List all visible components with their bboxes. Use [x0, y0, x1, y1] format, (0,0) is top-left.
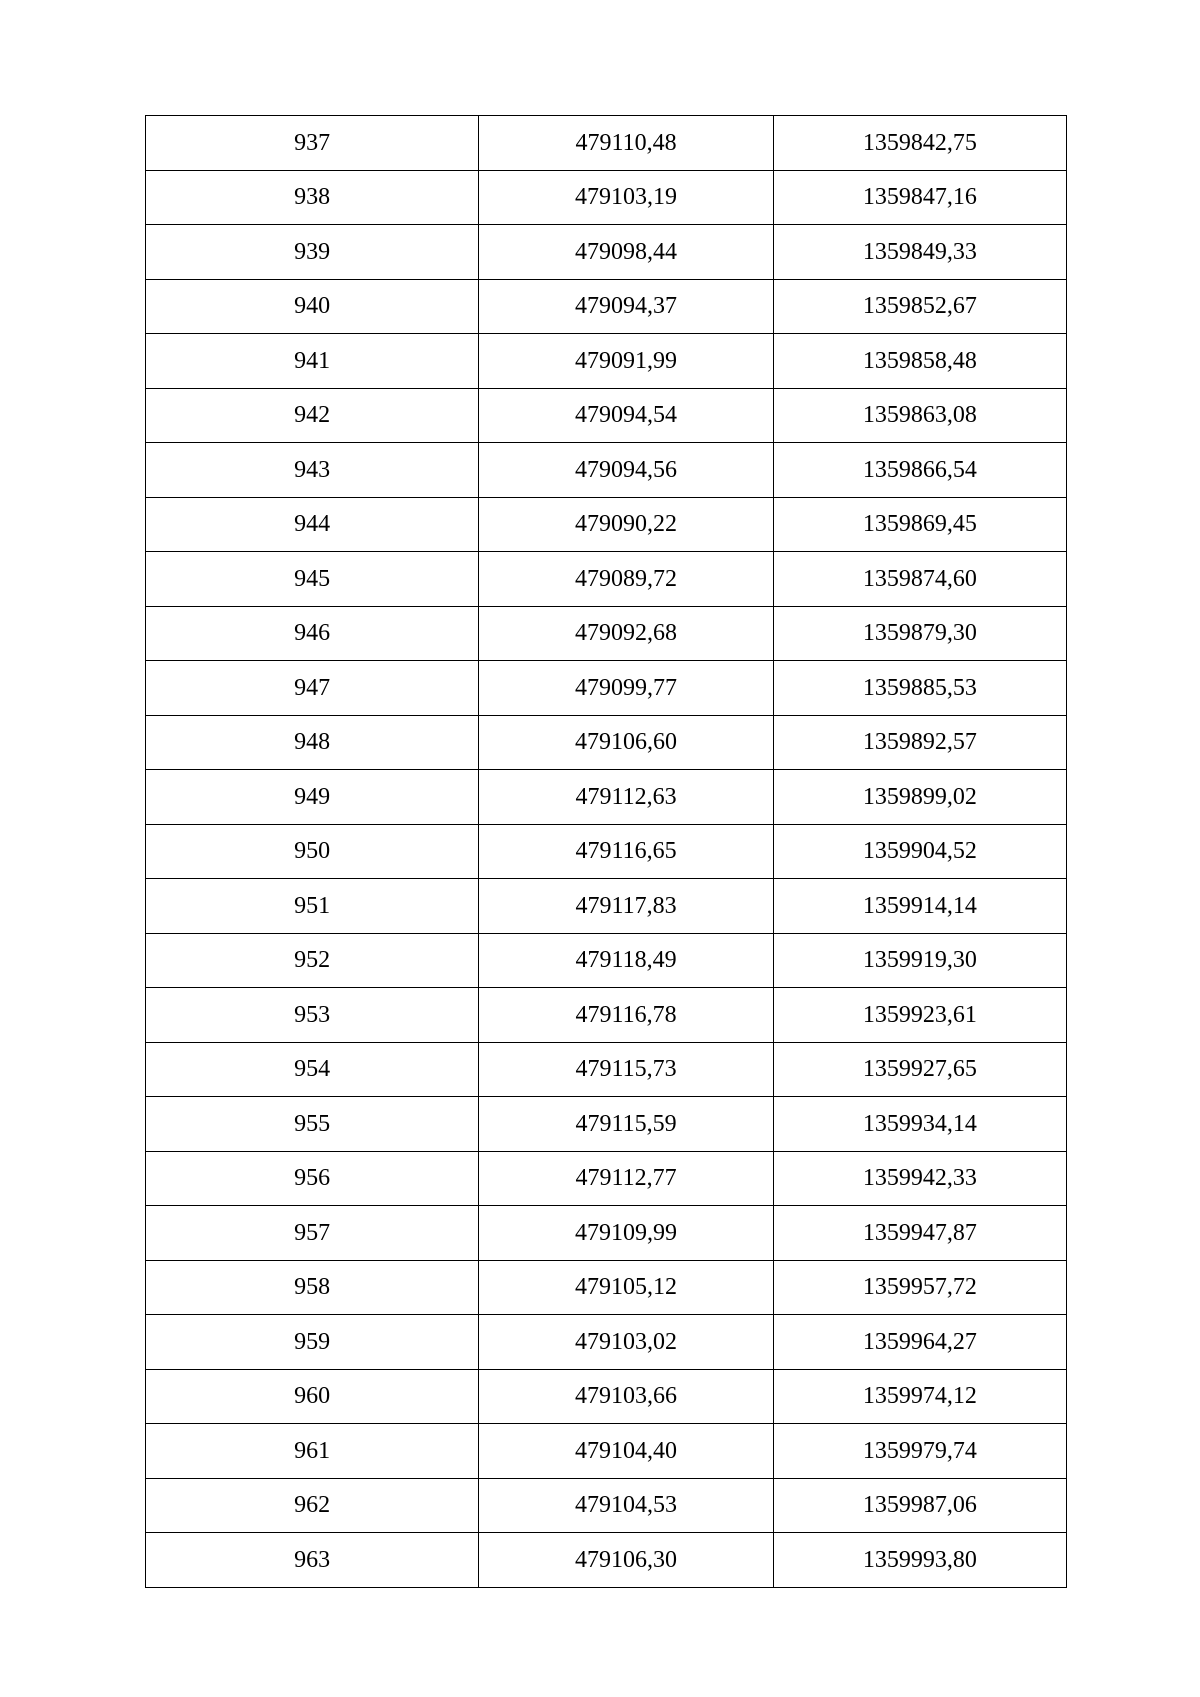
y-coordinate-cell: 1359892,57 — [773, 715, 1066, 770]
x-coordinate-cell: 479094,56 — [479, 443, 773, 498]
point-number-cell: 955 — [146, 1097, 479, 1152]
table-row — [146, 1042, 1067, 1097]
y-coordinate-cell: 1359927,65 — [773, 1042, 1066, 1097]
point-number-cell: 963 — [146, 1533, 479, 1588]
x-coordinate-cell: 479090,22 — [479, 497, 773, 552]
y-coordinate-cell: 1359914,14 — [773, 879, 1066, 934]
x-coordinate-cell: 479092,68 — [479, 606, 773, 661]
table-row — [146, 879, 1067, 934]
y-coordinate-cell: 1359863,08 — [773, 388, 1066, 443]
y-coordinate-cell: 1359957,72 — [773, 1260, 1066, 1315]
point-number-cell: 958 — [146, 1260, 479, 1315]
point-number-cell: 951 — [146, 879, 479, 934]
y-coordinate-cell: 1359904,52 — [773, 824, 1066, 879]
x-coordinate-cell: 479104,40 — [479, 1424, 773, 1479]
y-coordinate-cell: 1359885,53 — [773, 661, 1066, 716]
table-row — [146, 661, 1067, 716]
y-coordinate-cell: 1359899,02 — [773, 770, 1066, 825]
table-row — [146, 388, 1067, 443]
point-number-cell: 944 — [146, 497, 479, 552]
x-coordinate-cell: 479089,72 — [479, 552, 773, 607]
point-number-cell: 952 — [146, 933, 479, 988]
x-coordinate-cell: 479115,59 — [479, 1097, 773, 1152]
y-coordinate-cell: 1359974,12 — [773, 1369, 1066, 1424]
point-number-cell: 941 — [146, 334, 479, 389]
y-coordinate-cell: 1359993,80 — [773, 1533, 1066, 1588]
point-number-cell: 948 — [146, 715, 479, 770]
table-row — [146, 1097, 1067, 1152]
y-coordinate-cell: 1359852,67 — [773, 279, 1066, 334]
x-coordinate-cell: 479103,02 — [479, 1315, 773, 1370]
point-number-cell: 960 — [146, 1369, 479, 1424]
table-row — [146, 1478, 1067, 1533]
y-coordinate-cell: 1359869,45 — [773, 497, 1066, 552]
table-row — [146, 988, 1067, 1043]
point-number-cell: 953 — [146, 988, 479, 1043]
point-number-cell: 938 — [146, 170, 479, 225]
point-number-cell: 950 — [146, 824, 479, 879]
point-number-cell: 962 — [146, 1478, 479, 1533]
table-row — [146, 279, 1067, 334]
table-row — [146, 770, 1067, 825]
x-coordinate-cell: 479091,99 — [479, 334, 773, 389]
coordinates-table — [145, 115, 1067, 1588]
x-coordinate-cell: 479098,44 — [479, 225, 773, 280]
table-row — [146, 443, 1067, 498]
x-coordinate-cell: 479110,48 — [479, 116, 773, 171]
y-coordinate-cell: 1359934,14 — [773, 1097, 1066, 1152]
y-coordinate-cell: 1359879,30 — [773, 606, 1066, 661]
table-row — [146, 1369, 1067, 1424]
point-number-cell: 945 — [146, 552, 479, 607]
y-coordinate-cell: 1359923,61 — [773, 988, 1066, 1043]
table-row — [146, 606, 1067, 661]
x-coordinate-cell: 479112,63 — [479, 770, 773, 825]
x-coordinate-cell: 479099,77 — [479, 661, 773, 716]
x-coordinate-cell: 479116,65 — [479, 824, 773, 879]
x-coordinate-cell: 479103,66 — [479, 1369, 773, 1424]
x-coordinate-cell: 479094,54 — [479, 388, 773, 443]
x-coordinate-cell: 479105,12 — [479, 1260, 773, 1315]
x-coordinate-cell: 479106,30 — [479, 1533, 773, 1588]
y-coordinate-cell: 1359942,33 — [773, 1151, 1066, 1206]
table-row — [146, 1206, 1067, 1261]
point-number-cell: 954 — [146, 1042, 479, 1097]
table-row — [146, 1315, 1067, 1370]
y-coordinate-cell: 1359947,87 — [773, 1206, 1066, 1261]
x-coordinate-cell: 479104,53 — [479, 1478, 773, 1533]
table-row — [146, 1260, 1067, 1315]
x-coordinate-cell: 479118,49 — [479, 933, 773, 988]
point-number-cell: 957 — [146, 1206, 479, 1261]
y-coordinate-cell: 1359979,74 — [773, 1424, 1066, 1479]
y-coordinate-cell: 1359858,48 — [773, 334, 1066, 389]
table-row — [146, 824, 1067, 879]
point-number-cell: 940 — [146, 279, 479, 334]
point-number-cell: 939 — [146, 225, 479, 280]
table-row — [146, 116, 1067, 171]
table-row — [146, 334, 1067, 389]
y-coordinate-cell: 1359987,06 — [773, 1478, 1066, 1533]
table-row — [146, 497, 1067, 552]
table-row — [146, 1424, 1067, 1479]
x-coordinate-cell: 479106,60 — [479, 715, 773, 770]
table-row — [146, 170, 1067, 225]
table-row — [146, 715, 1067, 770]
table-row — [146, 225, 1067, 280]
y-coordinate-cell: 1359874,60 — [773, 552, 1066, 607]
x-coordinate-cell: 479115,73 — [479, 1042, 773, 1097]
y-coordinate-cell: 1359847,16 — [773, 170, 1066, 225]
point-number-cell: 946 — [146, 606, 479, 661]
x-coordinate-cell: 479103,19 — [479, 170, 773, 225]
coordinates-table-body — [146, 116, 1067, 1588]
x-coordinate-cell: 479116,78 — [479, 988, 773, 1043]
point-number-cell: 947 — [146, 661, 479, 716]
x-coordinate-cell: 479112,77 — [479, 1151, 773, 1206]
y-coordinate-cell: 1359849,33 — [773, 225, 1066, 280]
x-coordinate-cell: 479094,37 — [479, 279, 773, 334]
table-row — [146, 933, 1067, 988]
point-number-cell: 937 — [146, 116, 479, 171]
table-row — [146, 552, 1067, 607]
x-coordinate-cell: 479117,83 — [479, 879, 773, 934]
point-number-cell: 959 — [146, 1315, 479, 1370]
table-row — [146, 1151, 1067, 1206]
y-coordinate-cell: 1359964,27 — [773, 1315, 1066, 1370]
y-coordinate-cell: 1359866,54 — [773, 443, 1066, 498]
point-number-cell: 956 — [146, 1151, 479, 1206]
point-number-cell: 949 — [146, 770, 479, 825]
table-row — [146, 1533, 1067, 1588]
point-number-cell: 943 — [146, 443, 479, 498]
y-coordinate-cell: 1359842,75 — [773, 116, 1066, 171]
y-coordinate-cell: 1359919,30 — [773, 933, 1066, 988]
point-number-cell: 942 — [146, 388, 479, 443]
x-coordinate-cell: 479109,99 — [479, 1206, 773, 1261]
point-number-cell: 961 — [146, 1424, 479, 1479]
